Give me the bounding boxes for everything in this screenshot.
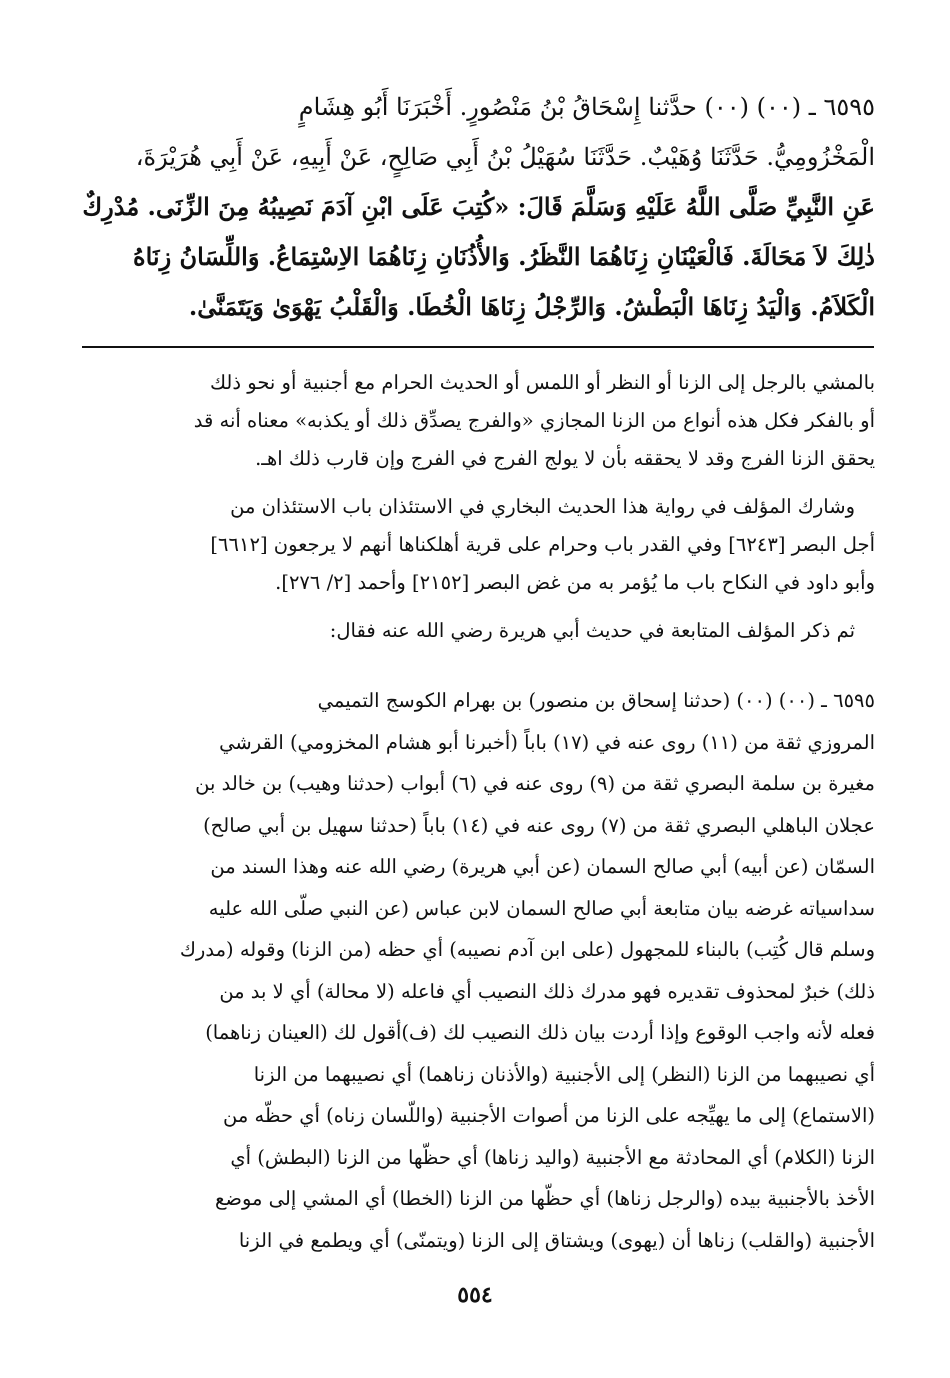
commentary-block (80, 364, 875, 650)
footnote-divider (82, 346, 874, 348)
sharh-line: الزنا (الكلام) أي المحادثة مع الأجنبية (واليد زناها) أي حظّها من الزنا (البطش) أي (230, 1145, 875, 1169)
sharh-line: فعله لأنه واجب الوقوع وإذا أردت بيان ذلك النصيب لك (ف)أقول لك (العينان زناهما) (205, 1021, 875, 1044)
sharh-line: وسلم قال كُتِب) بالبناء للمجهول (على ابن آدم نصيبه) أي حظه (من الزنا) وقوله (مدرك (179, 938, 875, 961)
sharh-line: أي نصيبهما من الزنا (النظر) إلى الأجنبية (والأذنان زناهما) أي نصيبهما من الزنا (253, 1062, 875, 1086)
hadith-line: ٦٥٩٥ ـ (٠٠) (٠٠) حدَّثنا إِسْحَاقُ بْنُ مَنْصُورٍ. أَخْبَرَنَا أَبُو هِشَامٍ (298, 93, 875, 121)
sharh-line: (الاستماع) إلى ما يهيِّجه على الزنا من أصوات الأجنبية (واللّسان زناه) أي حظّه من (223, 1104, 875, 1127)
sharh-line: الأجنبية (والقلب) زناها أن (يهوى) ويشتاق إلى الزنا (ويتمنّى) أي ويطمع في الزنا (238, 1228, 875, 1252)
sharh-block (80, 680, 875, 1261)
commentary-line: أجل البصر [٦٢٤٣] وفي القدر باب وحرام على قرية أهلكناها أنهم لا يرجعون [٦٦١٢] (210, 533, 875, 556)
sharh-line: ٦٥٩٥ ـ (٠٠) (٠٠) (حدثنا إسحاق بن منصور) بن بهرام الكوسج التميمي (317, 689, 875, 712)
sharh-line: المروزي ثقة من (١١) روى عنه في (١٧) باباً (أخبرنا أبو هشام المخزومي) القرشي (219, 730, 875, 754)
sharh-line: مغيرة بن سلمة البصري ثقة من (٩) روى عنه في (٦) أبواب (حدثنا وهيب) بن خالد بن (195, 772, 875, 795)
hadith-line: الْكَلاَمُ. وَالْيَدُ زِنَاهَا الْبَطْشُ. وَالرِّجْلُ زِنَاهَا الْخُطَا. وَالْقَلْبُ يَهْوَىٰ وَيَتَمَنَّىٰ. (188, 292, 875, 321)
commentary-line: وأبو داود في النكاح باب ما يُؤمر به من غض البصر [٢١٥٢] وأحمد [٢/ ٢٧٦]. (275, 571, 875, 594)
hadith-text (80, 82, 875, 332)
sharh-line: السمّان (عن أبيه) أبي صالح السمان (عن أبي هريرة) رضي الله عنه وهذا السند من (210, 855, 875, 878)
commentary-line: أو بالفكر فكل هذه أنواع من الزنا المجازي «والفرج يصدِّق ذلك أو يكذبه» معناه أنه قد (193, 409, 875, 432)
sharh-line: الأخذ بالأجنبية بيده (والرجل زناها) أي حظّها من الزنا (الخطا) أي المشي إلى موضع (215, 1187, 875, 1210)
hadith-line: الْمَخْزُومِيُّ. حَدَّثَنَا وُهَيْبٌ. حَدَّثَنَا سُهَيْلُ بْنُ أَبِي صَالِحٍ، عَنْ أَبِيهِ، عَنْ أَبِي هُرَيْرَةَ، (135, 143, 875, 171)
commentary-line: ثم ذكر المؤلف المتابعة في حديث أبي هريرة رضي الله عنه فقال: (329, 619, 855, 642)
commentary-line: بالمشي بالرجل إلى الزنا أو النظر أو اللمس أو الحديث الحرام مع أجنبية أو نحو ذلك (210, 371, 875, 394)
hadith-line: عَنِ النَّبِيِّ صَلَّى اللَّهُ عَلَيْهِ وَسَلَّمَ قَالَ: «كُتِبَ عَلَى ابْنِ آدَمَ نَصِيبُهُ مِنَ الزِّنَى. مُدْرِكٌ (82, 192, 875, 221)
page-number: ٥٥٤ (457, 1282, 493, 1308)
commentary-line: يحقق الزنا الفرج وقد لا يحققه بأن لا يولج الفرج في الفرج وإن قارب ذلك اهـ. (255, 447, 875, 470)
sharh-line: عجلان الباهلي البصري ثقة من (٧) روى عنه في (١٤) باباً (حدثنا سهيل بن أبي صالح) (203, 813, 875, 837)
hadith-line: ذٰلِكَ لاَ مَحَالَةَ. فَالْعَيْنَانِ زِنَاهُمَا النَّظَرُ. وَالأُذُنَانِ زِنَاهُمَا الاِسْتِمَاعُ. وَاللِّسَانُ زِنَاهُ (133, 242, 875, 271)
commentary-line: وشارك المؤلف في رواية هذا الحديث البخاري في الاستئذان باب الاستئذان من (230, 495, 855, 518)
sharh-line: سداسياته غرضه بيان متابعة أبي صالح السمان لابن عباس (عن النبي صلّى الله عليه (208, 896, 875, 920)
sharh-line: ذلك) خبرٌ لمحذوف تقديره فهو مدرك ذلك النصيب أي فاعله (لا محالة) أي لا بد من (219, 979, 875, 1003)
